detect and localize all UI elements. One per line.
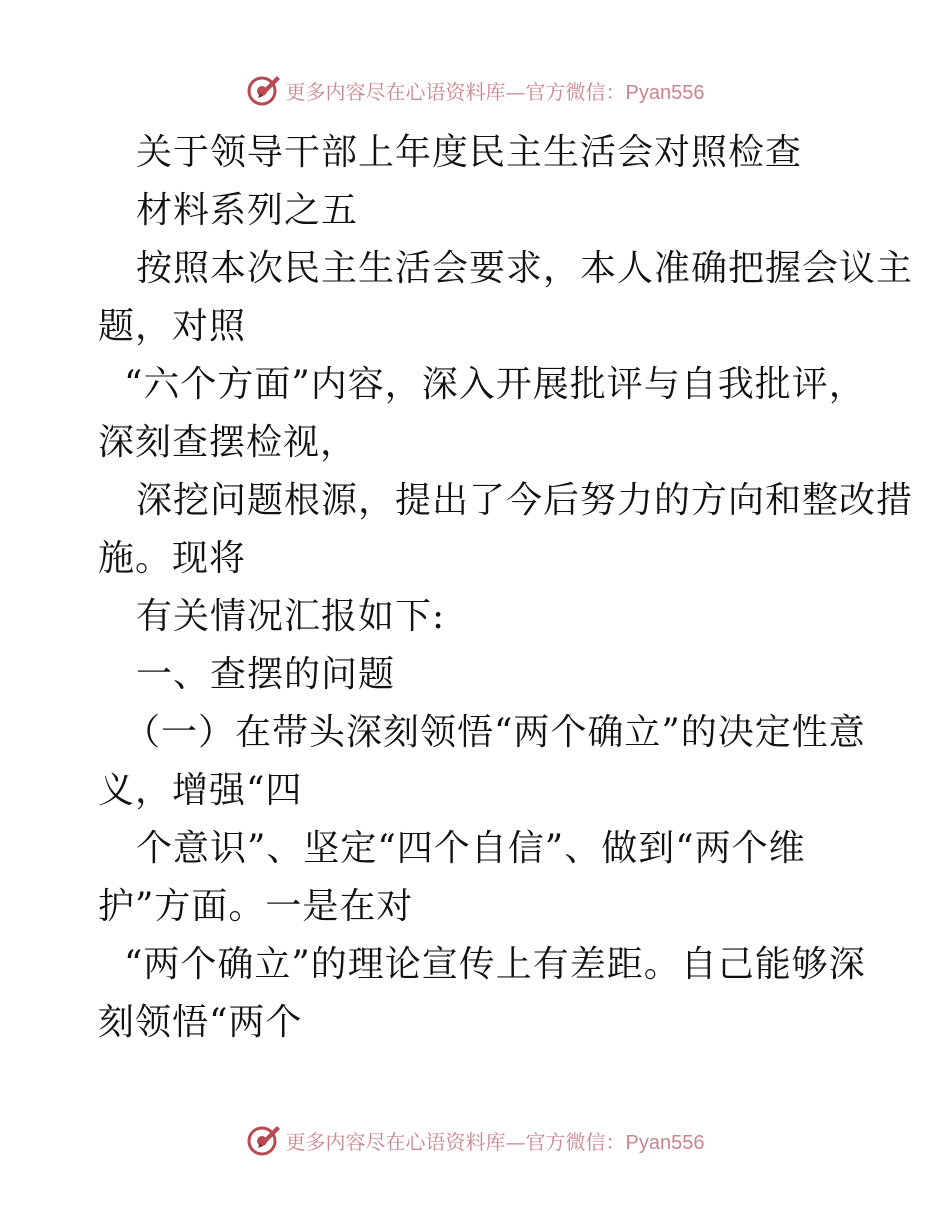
watermark-text: 更多内容尽在心语资料库—官方微信：Pyan556 xyxy=(285,1129,705,1154)
paragraph-line: 题，对照 xyxy=(98,306,247,347)
paragraph-line: 施。现将 xyxy=(98,538,247,579)
paragraph-line: 按照本次民主生活会要求，本人准确把握会议主 xyxy=(136,248,914,289)
paragraph-line: “六个方面”内容，深入开展批评与自我批评， xyxy=(124,364,866,405)
header-watermark-banner xyxy=(0,70,950,110)
paragraph-line: 有关情况汇报如下: xyxy=(136,596,446,637)
doc-title-line-2: 材料系列之五 xyxy=(136,190,359,231)
paragraph-line: 护”方面。一是在对 xyxy=(98,886,414,927)
pen-logo-icon xyxy=(246,72,282,108)
paragraph-line: 深刻查摆检视， xyxy=(98,422,358,463)
paragraph-line: 个意识”、坚定“四个自信”、做到“两个维 xyxy=(136,828,806,869)
paragraph-line: “两个确立”的理论宣传上有差距。自己能够深 xyxy=(124,944,866,985)
paragraph-line: 深挖问题根源，提出了今后努力的方向和整改措 xyxy=(136,480,914,521)
pen-logo-icon xyxy=(246,1122,282,1158)
document-body xyxy=(98,124,914,1052)
subsection-heading-line: （一）在带头深刻领悟“两个确立”的决定性意 xyxy=(124,712,866,753)
footer-watermark-banner xyxy=(0,1120,950,1160)
doc-title-line-1: 关于领导干部上年度民主生活会对照检查 xyxy=(136,132,803,173)
section-heading: 一、查摆的问题 xyxy=(136,654,396,695)
watermark-text: 更多内容尽在心语资料库—官方微信：Pyan556 xyxy=(285,79,705,104)
paragraph-line: 刻领悟“两个 xyxy=(98,1002,303,1043)
paragraph-line: 义，增强“四 xyxy=(98,770,303,811)
